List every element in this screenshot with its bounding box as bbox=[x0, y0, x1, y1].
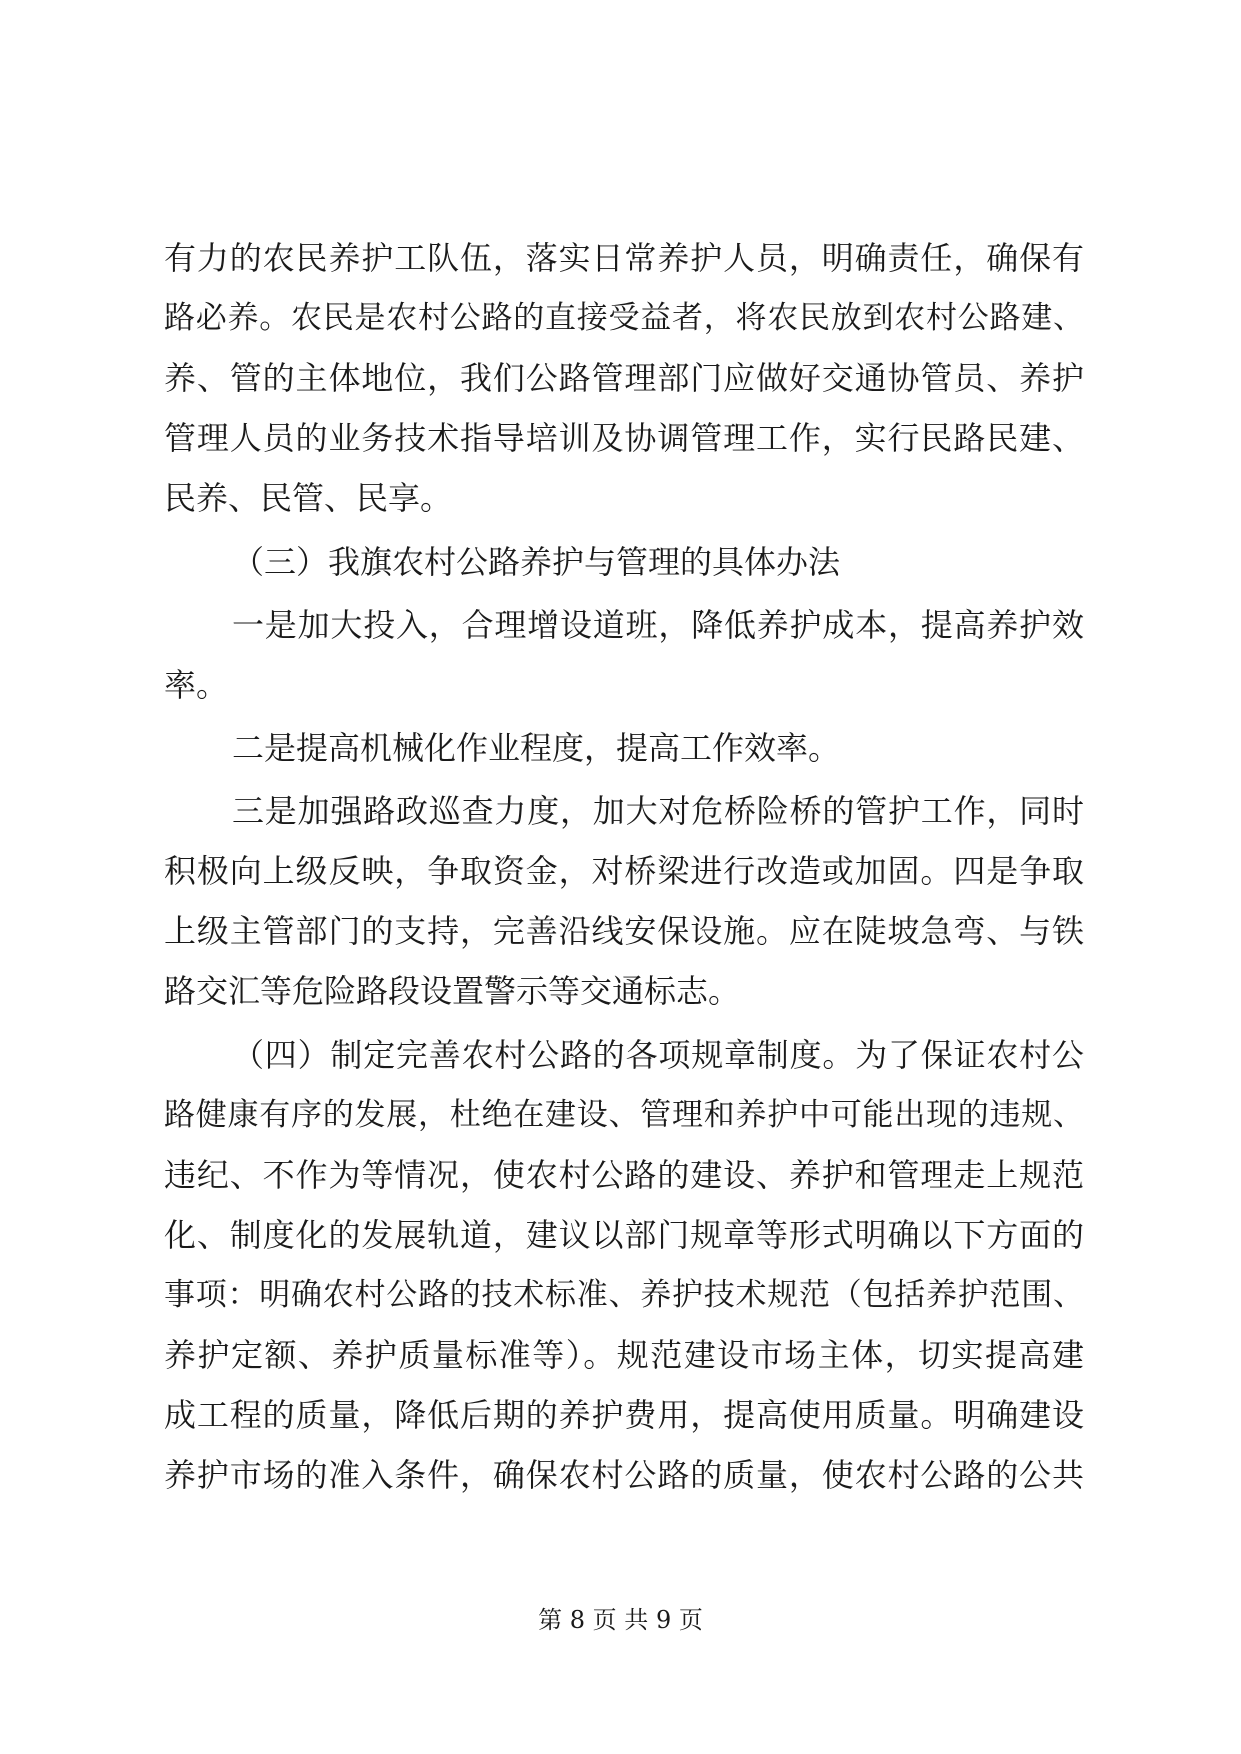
text-line-18: 事项：明确农村公路的技术标准、养护技术规范（包括养护范围、 bbox=[164, 1277, 1084, 1313]
text-line-3: 养、管的主体地位，我们公路管理部门应做好交通协管员、养护 bbox=[164, 359, 1084, 397]
text-line-12: 上级主管部门的支持，完善沿线安保设施。应在陡坡急弯、与铁 bbox=[164, 912, 1084, 950]
page-number-footer: 第 8 页 共 9 页 bbox=[538, 1606, 703, 1634]
section-heading-4: （四）制定完善农村公路的各项规章制度。为了保证农村公 bbox=[232, 1036, 1084, 1074]
text-line-5: 民养、民管、民享。 bbox=[164, 479, 453, 517]
text-line-7: 一是加大投入，合理增设道班，降低养护成本，提高养护效 bbox=[232, 606, 1084, 644]
text-line-11: 积极向上级反映，争取资金，对桥梁进行改造或加固。四是争取 bbox=[164, 852, 1084, 890]
text-line-16: 违纪、不作为等情况，使农村公路的建设、养护和管理走上规范 bbox=[164, 1156, 1084, 1194]
text-line-4: 管理人员的业务技术指导培训及协调管理工作，实行民路民建、 bbox=[164, 419, 1084, 457]
text-line-21: 养护市场的准入条件，确保农村公路的质量，使农村公路的公共 bbox=[164, 1456, 1084, 1494]
text-line-17: 化、制度化的发展轨道，建议以部门规章等形式明确以下方面的 bbox=[164, 1216, 1084, 1254]
text-line-20: 成工程的质量，降低后期的养护费用，提高使用质量。明确建设 bbox=[164, 1396, 1084, 1434]
section-heading-3: （三）我旗农村公路养护与管理的具体办法 bbox=[232, 543, 841, 581]
text-line-10: 三是加强路政巡查力度，加大对危桥险桥的管护工作，同时 bbox=[232, 792, 1084, 830]
text-line-8: 率。 bbox=[164, 666, 229, 704]
text-line-2: 路必养。农民是农村公路的直接受益者，将农民放到农村公路建、 bbox=[164, 300, 1084, 336]
text-line-19: 养护定额、养护质量标准等）。规范建设市场主体，切实提高建 bbox=[164, 1336, 1084, 1374]
text-line-1: 有力的农民养护工队伍，落实日常养护人员，明确责任，确保有 bbox=[164, 239, 1084, 277]
text-line-9: 二是提高机械化作业程度，提高工作效率。 bbox=[232, 729, 841, 767]
text-line-15: 路健康有序的发展，杜绝在建设、管理和养护中可能出现的违规、 bbox=[164, 1097, 1084, 1133]
text-line-13: 路交汇等危险路段设置警示等交通标志。 bbox=[164, 972, 741, 1010]
